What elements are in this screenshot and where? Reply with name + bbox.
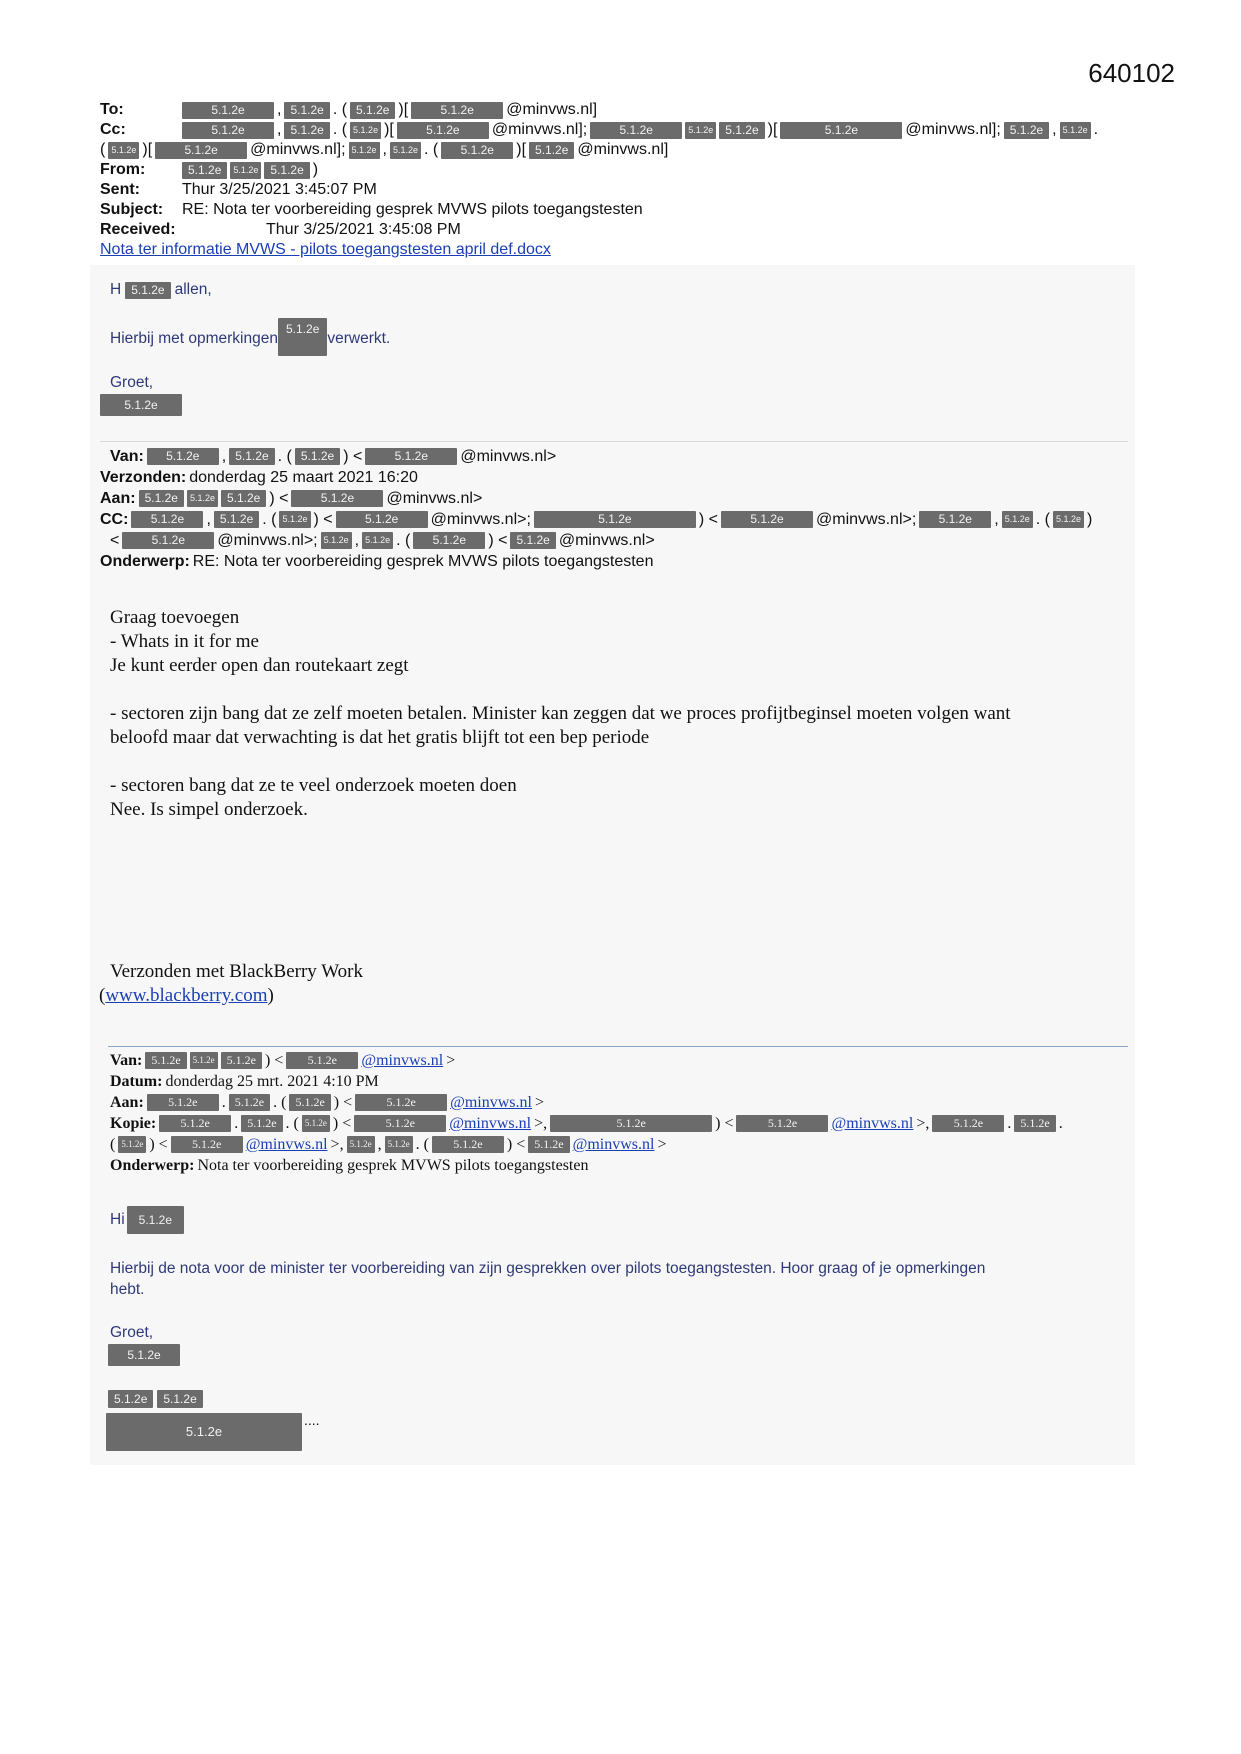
sent-value: Thur 3/25/2021 3:45:07 PM bbox=[182, 181, 377, 198]
redaction: 5.1.2e bbox=[385, 1136, 413, 1153]
msg3-signature bbox=[108, 1344, 180, 1366]
redaction: 5.1.2e bbox=[118, 1136, 146, 1153]
redaction: 5.1.2e bbox=[289, 1094, 330, 1111]
redaction: 5.1.2e bbox=[187, 490, 218, 507]
redaction: 5.1.2e bbox=[182, 162, 227, 179]
fwd2-datum-value: donderdag 25 mrt. 2021 4:10 PM bbox=[165, 1073, 379, 1090]
redaction: 5.1.2e bbox=[155, 142, 247, 159]
fwd1-verzonden-row bbox=[100, 467, 1092, 488]
redaction: 5.1.2e bbox=[284, 102, 329, 119]
msg2-line: Graag toevoegen bbox=[110, 607, 240, 628]
msg3-closing: Groet, bbox=[110, 1324, 154, 1341]
fwd1-aan-label: Aan: bbox=[100, 490, 136, 507]
redaction: 5.1.2e bbox=[365, 448, 457, 465]
sent-label: Sent: bbox=[100, 181, 140, 198]
redaction: 5.1.2e bbox=[106, 1413, 302, 1451]
redaction: 5.1.2e bbox=[214, 511, 259, 528]
fwd1-onderwerp-value: RE: Nota ter voorbereiding gesprek MVWS pilots toegangstesten bbox=[192, 553, 654, 570]
paren-close: ) bbox=[267, 985, 274, 1006]
redaction: 5.1.2e bbox=[932, 1115, 1004, 1132]
fwd2-aan-label: Aan: bbox=[110, 1094, 144, 1111]
fwd2-domain-link[interactable]: @minvws.nl bbox=[450, 1094, 532, 1111]
msg1-line bbox=[110, 322, 390, 356]
received-row bbox=[100, 220, 1140, 240]
greeting-rest: allen, bbox=[174, 281, 212, 298]
redaction: 5.1.2e bbox=[229, 1094, 270, 1111]
paren-open: ( bbox=[99, 985, 106, 1006]
redaction: 5.1.2e bbox=[441, 142, 513, 159]
fwd2-kopie-row: Kopie: 5.1.2e . 5.1.2e . ( 5.1.2e ) < 5.1.2e @minvws.nl >, 5.1.2e ) < 5.1.2e @minvws.nl >, 5.1.2e . 5.1.2e . bbox=[110, 1115, 1063, 1132]
fwd2-onderwerp-value: Nota ter voorbereiding gesprek MVWS pilots toegangstesten bbox=[197, 1157, 589, 1174]
redaction: 5.1.2e bbox=[241, 1115, 282, 1132]
ellipsis: .... bbox=[304, 1412, 320, 1428]
subject-label: Subject: bbox=[100, 201, 164, 218]
fwd2-datum-row bbox=[110, 1071, 1063, 1092]
redaction: 5.1.2e bbox=[1002, 511, 1033, 528]
redaction: 5.1.2e bbox=[510, 532, 555, 549]
cc-domain: @minvws.nl]; bbox=[491, 121, 588, 138]
redaction: 5.1.2e bbox=[390, 142, 421, 159]
blackberry-signature: Verzonden met BlackBerry Work bbox=[110, 961, 363, 982]
fwd1-domain: @minvws.nl>; bbox=[816, 511, 917, 528]
fwd2-onderwerp-row bbox=[110, 1155, 1063, 1176]
fwd2-domain-link[interactable]: @minvws.nl bbox=[572, 1136, 655, 1153]
redaction: 5.1.2e bbox=[719, 122, 764, 139]
redaction: 5.1.2e bbox=[919, 511, 991, 528]
greeting-hi: Hi bbox=[110, 1211, 125, 1228]
redaction: 5.1.2e bbox=[1014, 1115, 1055, 1132]
redaction: 5.1.2e bbox=[529, 142, 574, 159]
redaction: 5.1.2e bbox=[131, 511, 203, 528]
redaction: 5.1.2e bbox=[147, 1094, 219, 1111]
msg2-line: Nee. Is simpel onderzoek. bbox=[110, 799, 308, 820]
msg1-line-b: verwerkt. bbox=[327, 330, 391, 347]
redaction: 5.1.2e bbox=[182, 102, 274, 119]
redaction: 5.1.2e bbox=[432, 1136, 504, 1153]
redaction: 5.1.2e bbox=[108, 142, 139, 159]
msg2-line: - sectoren bang dat ze te veel onderzoek moeten doen bbox=[110, 775, 517, 796]
attachment-link[interactable]: Nota ter informatie MVWS - pilots toegangstesten april def.docx bbox=[100, 241, 551, 258]
msg2-line: - Whats in it for me bbox=[110, 631, 259, 652]
cc-row: Cc: 5.1.2e , 5.1.2e . ( 5.1.2e )[ 5.1.2e @minvws.nl]; 5.1.2e 5.1.2e 5.1.2e )[ 5.1.2e @minvws.nl]; 5.1.2e , 5.1.2e . bbox=[100, 121, 1099, 138]
fwd1-van-label: Van: bbox=[110, 448, 144, 465]
redaction: 5.1.2e bbox=[284, 122, 329, 139]
redaction: 5.1.2e bbox=[413, 532, 485, 549]
redaction: 5.1.2e bbox=[139, 490, 184, 507]
redaction: 5.1.2e bbox=[122, 532, 214, 549]
greeting-h: H bbox=[110, 281, 122, 298]
subject-value: RE: Nota ter voorbereiding gesprek MVWS pilots toegangstesten bbox=[182, 201, 643, 218]
msg3-body bbox=[110, 1258, 985, 1300]
msg2-line: - sectoren zijn bang dat ze zelf moeten betalen. Minister kan zeggen dat we proces profijtbeginsel moeten volgen want bbox=[110, 703, 1011, 724]
fwd2-van-label: Van: bbox=[110, 1052, 143, 1069]
redaction: 5.1.2e bbox=[182, 122, 274, 139]
fwd1-domain: @minvws.nl> bbox=[460, 448, 557, 465]
redaction: 5.1.2e bbox=[221, 490, 266, 507]
msg3-signature-block-2 bbox=[106, 1413, 320, 1451]
redaction: 5.1.2e bbox=[780, 122, 902, 139]
msg1-closing: Groet, bbox=[110, 374, 154, 391]
msg3-line: hebt. bbox=[110, 1281, 145, 1298]
fwd1-domain: @minvws.nl>; bbox=[430, 511, 531, 528]
fwd2-domain-link[interactable]: @minvws.nl bbox=[831, 1115, 914, 1132]
redaction: 5.1.2e bbox=[295, 448, 340, 465]
to-label: To: bbox=[100, 101, 124, 118]
blackberry-link[interactable]: www.blackberry.com bbox=[105, 985, 268, 1006]
redaction: 5.1.2e bbox=[278, 318, 327, 356]
blackberry-link-line bbox=[99, 984, 274, 1008]
redaction: 5.1.2e bbox=[397, 122, 489, 139]
fwd1-onderwerp-label: Onderwerp: bbox=[100, 553, 190, 570]
redaction: 5.1.2e bbox=[291, 490, 383, 507]
redaction: 5.1.2e bbox=[350, 122, 381, 139]
redaction: 5.1.2e bbox=[1053, 511, 1084, 528]
msg2-body bbox=[110, 606, 1011, 822]
redaction: 5.1.2e bbox=[354, 1115, 446, 1132]
redaction: 5.1.2e bbox=[1060, 122, 1091, 139]
redaction: 5.1.2e bbox=[321, 532, 352, 549]
fwd2-kopie-label: Kopie: bbox=[110, 1115, 157, 1132]
redaction: 5.1.2e bbox=[411, 102, 503, 119]
to-row: To: 5.1.2e , 5.1.2e . ( 5.1.2e )[ 5.1.2e @minvws.nl] bbox=[100, 101, 598, 118]
redaction: 5.1.2e bbox=[127, 1206, 184, 1234]
fwd2-domain-link[interactable]: @minvws.nl bbox=[361, 1052, 444, 1069]
fwd1-van-row: Van: 5.1.2e , 5.1.2e . ( 5.1.2e ) < 5.1.2e @minvws.nl> bbox=[110, 448, 557, 465]
redaction: 5.1.2e bbox=[230, 162, 261, 179]
redaction: 5.1.2e bbox=[302, 1115, 330, 1132]
redaction: 5.1.2e bbox=[336, 511, 428, 528]
cc-domain: @minvws.nl] bbox=[577, 141, 669, 158]
separator bbox=[100, 441, 1128, 442]
redaction: 5.1.2e bbox=[347, 1136, 375, 1153]
cc-row-continued: ( 5.1.2e )[ 5.1.2e @minvws.nl]; 5.1.2e , 5.1.2e . ( 5.1.2e )[ 5.1.2e @minvws.nl] bbox=[100, 141, 669, 158]
redaction: 5.1.2e bbox=[229, 448, 274, 465]
redaction: 5.1.2e bbox=[736, 1115, 828, 1132]
redaction: 5.1.2e bbox=[145, 1052, 186, 1069]
redaction: 5.1.2e bbox=[721, 511, 813, 528]
fwd2-onderwerp-label: Onderwerp: bbox=[110, 1157, 195, 1174]
fwd2-kopie-row-continued: ( 5.1.2e ) < 5.1.2e @minvws.nl >, 5.1.2e , 5.1.2e . ( 5.1.2e ) < 5.1.2e @minvws.nl > bbox=[110, 1136, 667, 1153]
fwd1-domain: @minvws.nl> bbox=[558, 532, 655, 549]
msg3-signature-block bbox=[108, 1390, 203, 1408]
cc-domain: @minvws.nl]; bbox=[905, 121, 1001, 138]
cc-domain: @minvws.nl]; bbox=[250, 141, 346, 158]
fwd1-domain: @minvws.nl>; bbox=[217, 532, 318, 549]
fwd1-verzonden-value: donderdag 25 maart 2021 16:20 bbox=[189, 469, 418, 486]
redaction: 5.1.2e bbox=[286, 1052, 358, 1069]
fwd2-header bbox=[110, 1050, 1063, 1176]
redaction: 5.1.2e bbox=[125, 282, 170, 299]
redaction: 5.1.2e bbox=[534, 511, 696, 528]
fwd1-onderwerp-row bbox=[100, 551, 1092, 572]
fwd1-aan-row: Aan: 5.1.2e 5.1.2e 5.1.2e ) < 5.1.2e @minvws.nl> bbox=[100, 490, 483, 507]
fwd1-domain: @minvws.nl> bbox=[386, 490, 483, 507]
redaction: 5.1.2e bbox=[157, 1390, 202, 1408]
redaction: 5.1.2e bbox=[147, 448, 219, 465]
fwd1-cc-row: CC: 5.1.2e , 5.1.2e . ( 5.1.2e ) < 5.1.2e @minvws.nl>; 5.1.2e ) < 5.1.2e @minvws.nl>; 5.1.2e , 5.1.2e . ( 5.1.2e ) bbox=[100, 511, 1093, 528]
msg3-greeting bbox=[110, 1206, 184, 1234]
fwd1-cc-label: CC: bbox=[100, 511, 129, 528]
msg1-signature bbox=[100, 394, 182, 416]
document-id: 640102 bbox=[1088, 58, 1175, 88]
redaction: 5.1.2e bbox=[350, 102, 395, 119]
redaction: 5.1.2e bbox=[190, 1052, 218, 1069]
received-value: Thur 3/25/2021 3:45:08 PM bbox=[266, 221, 461, 238]
fwd1-cc-row-continued: < 5.1.2e @minvws.nl>; 5.1.2e , 5.1.2e . ( 5.1.2e ) < 5.1.2e @minvws.nl> bbox=[110, 532, 655, 549]
redaction: 5.1.2e bbox=[349, 142, 380, 159]
fwd2-datum-label: Datum: bbox=[110, 1073, 163, 1090]
cc-label: Cc: bbox=[100, 121, 126, 138]
from-label: From: bbox=[100, 161, 146, 178]
redaction: 5.1.2e bbox=[221, 1052, 262, 1069]
redaction: 5.1.2e bbox=[279, 511, 310, 528]
fwd2-van-row: Van: 5.1.2e 5.1.2e 5.1.2e ) < 5.1.2e @minvws.nl > bbox=[110, 1052, 456, 1069]
redaction: 5.1.2e bbox=[590, 122, 682, 139]
fwd1-header bbox=[100, 446, 1092, 572]
redaction: 5.1.2e bbox=[100, 394, 182, 416]
msg1-line-a: Hierbij met opmerkingen bbox=[110, 330, 278, 347]
received-label: Received: bbox=[100, 221, 176, 238]
fwd1-verzonden-label: Verzonden: bbox=[100, 469, 187, 486]
fwd2-domain-link[interactable]: @minvws.nl bbox=[449, 1115, 532, 1132]
from-row: From: 5.1.2e 5.1.2e 5.1.2e ) bbox=[100, 161, 319, 178]
redaction: 5.1.2e bbox=[264, 162, 309, 179]
redaction: 5.1.2e bbox=[108, 1390, 153, 1408]
redaction: 5.1.2e bbox=[685, 122, 716, 139]
fwd2-aan-row: Aan: 5.1.2e . 5.1.2e . ( 5.1.2e ) < 5.1.2e @minvws.nl > bbox=[110, 1094, 545, 1111]
redaction: 5.1.2e bbox=[171, 1136, 243, 1153]
to-domain: @minvws.nl] bbox=[506, 101, 598, 118]
msg3-line: Hierbij de nota voor de minister ter voorbereiding van zijn gesprekken over pilots toegangstesten. Hoor graag of je opmerkingen bbox=[110, 1260, 986, 1277]
msg2-line: beloofd maar dat verwachting is dat het gratis blijft tot een bep periode bbox=[110, 727, 650, 748]
redaction: 5.1.2e bbox=[159, 1115, 231, 1132]
fwd2-domain-link[interactable]: @minvws.nl bbox=[245, 1136, 328, 1153]
msg2-line: Je kunt eerder open dan routekaart zegt bbox=[110, 655, 409, 676]
redaction: 5.1.2e bbox=[1004, 122, 1049, 139]
msg1-greeting bbox=[110, 281, 212, 299]
redaction: 5.1.2e bbox=[362, 532, 393, 549]
email-header bbox=[100, 100, 1140, 240]
sent-row bbox=[100, 180, 1140, 200]
redaction: 5.1.2e bbox=[528, 1136, 569, 1153]
subject-row bbox=[100, 200, 1140, 220]
redaction: 5.1.2e bbox=[550, 1115, 712, 1132]
separator bbox=[108, 1046, 1128, 1047]
redaction: 5.1.2e bbox=[108, 1344, 180, 1366]
redaction: 5.1.2e bbox=[355, 1094, 447, 1111]
